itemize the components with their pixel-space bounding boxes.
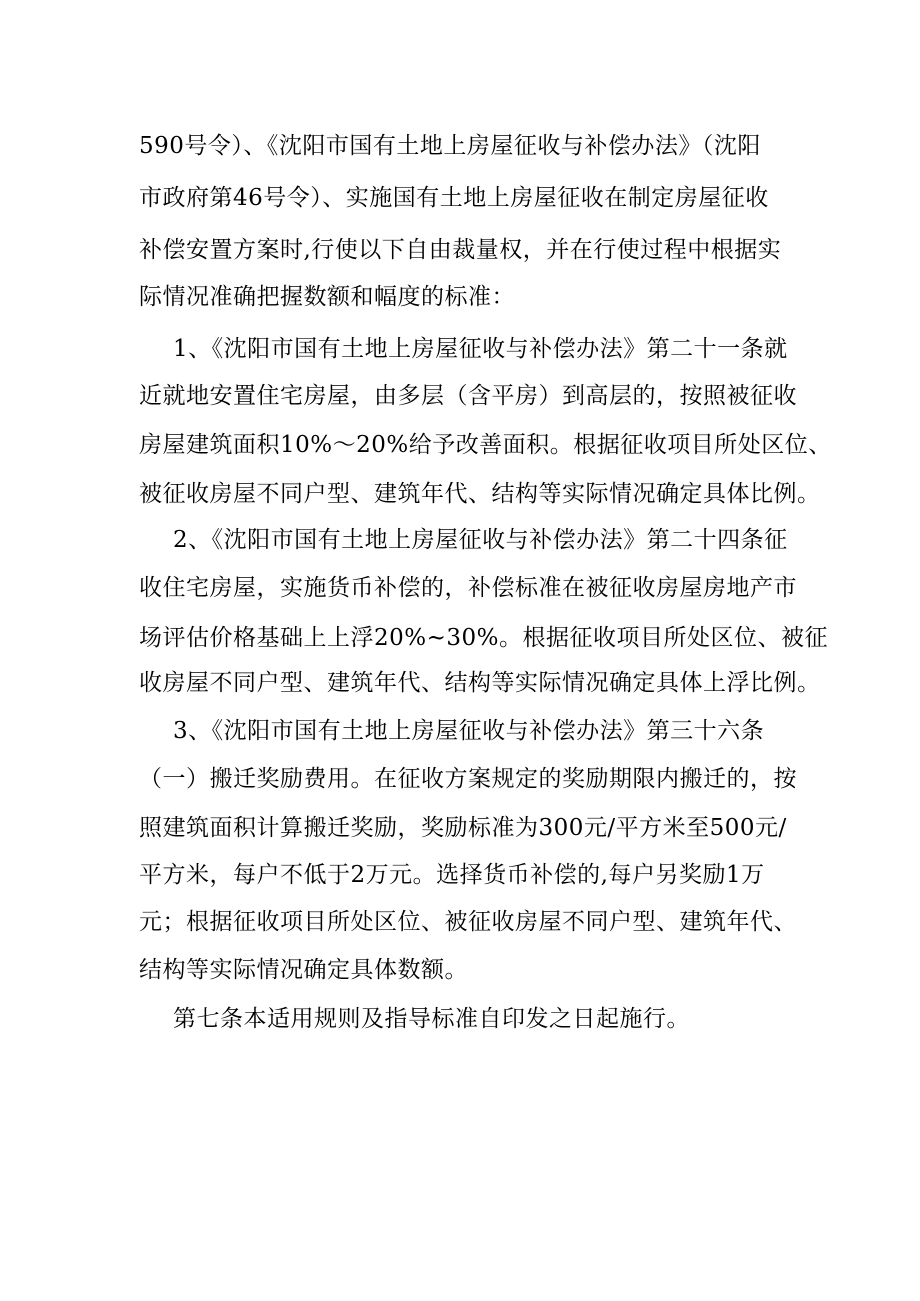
text-line: 收房屋不同户型、建筑年代、结构等实际情况确定具体上浮比例。 [139,670,821,696]
text-line: 平方米，每户不低于2万元。选择货币补偿的,每户另奖励1万 [139,862,765,888]
text-line: 结构等实际情况确定具体数额。 [139,957,468,983]
text-line: 元；根据征收项目所处区位、被征收房屋不同户型、建筑年代、 [139,909,797,935]
text-line: 3、《沈阳市国有土地上房屋征收与补偿办法》第三十六条 [173,718,765,744]
text-line: 照建筑面积计算搬迁奖励，奖励标准为300元/平方米至500元/ [139,815,787,841]
text-line: 市政府第46号令）、实施国有土地上房屋征收在制定房屋征收 [139,185,769,211]
text-line: 收住宅房屋，实施货币补偿的，补偿标准在被征收房屋房地产市 [139,575,797,601]
text-line: 补偿安置方案时,行使以下自由裁量权，并在行使过程中根据实 [139,237,782,263]
text-line: 场评估价格基础上上浮20%~30%。根据征收项目所处区位、被征 [139,625,829,651]
text-line: 被征收房屋不同户型、建筑年代、结构等实际情况确定具体比例。 [139,481,821,507]
text-line: 590号令）、《沈阳市国有土地上房屋征收与补偿办法》（沈阳 [139,133,761,159]
text-line: 2、《沈阳市国有土地上房屋征收与补偿办法》第二十四条征 [173,527,788,553]
text-line: 第七条本适用规则及指导标准自印发之日起施行。 [173,1006,690,1032]
text-line: （一）搬迁奖励费用。在征收方案规定的奖励期限内搬迁的，按 [139,766,797,792]
text-line: 房屋建筑面积10%～20%给予改善面积。根据征收项目所处区位、 [139,432,832,458]
text-line: 1、《沈阳市国有土地上房屋征收与补偿办法》第二十一条就 [173,336,788,362]
text-line: 近就地安置住宅房屋，由多层（含平房）到高层的，按照被征收 [139,383,797,409]
text-line: 际情况准确把握数额和幅度的标准： [139,284,515,310]
